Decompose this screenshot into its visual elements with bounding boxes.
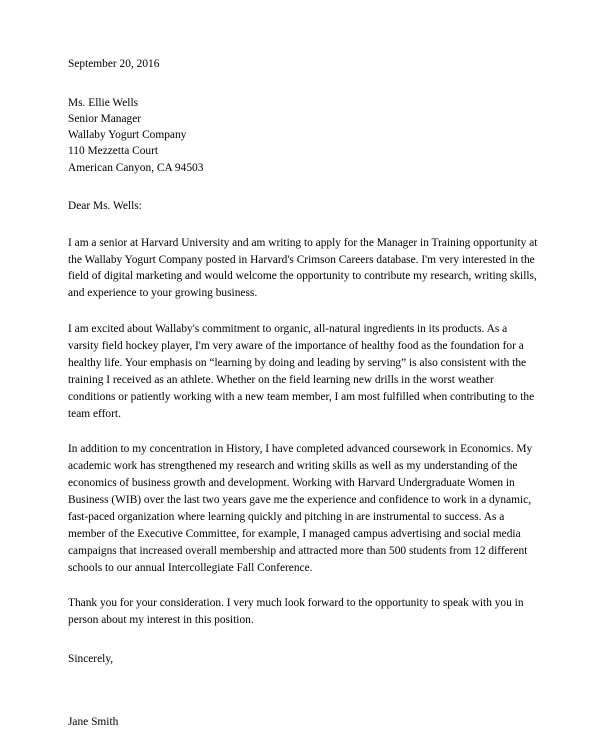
body-paragraph-1: I am a senior at Harvard University and am writing to apply for the Manager in Training opportunity at the Wallaby Yogurt Company posted in Harvard's Crimson Careers database. I'm very interested in the field of digital marketing and would welcome the opportunity to contribute my research, writing skills, and experience to your growing business. [68, 236, 538, 300]
salutation: Dear Ms. Wells: [68, 199, 142, 212]
recipient-address-block [68, 95, 538, 176]
closing: Sincerely, [68, 653, 114, 666]
recipient-title: Senior Manager [68, 113, 142, 126]
recipient-city-state-zip: American Canyon, CA 94503 [68, 161, 204, 174]
body-paragraph-2: I am excited about Wallaby's commitment to organic, all-natural ingredients in its products. As a varsity field hockey player, I'm very aware of the importance of healthy food as the foundation for a healthy life. Your emphasis on “learning by doing and leading by serving” is also consistent with the training I received as an athlete. Whether on the field learning new drills in the worst weather conditions or patiently working with a new team member, I am most fulfilled when contributing to the team effort. [68, 323, 535, 420]
letter-date: September 20, 2016 [68, 58, 160, 70]
body-paragraph-3: In addition to my concentration in History, I have completed advanced coursework in Economics. My academic work has strengthened my research and writing skills as well as my understanding of the economics of business growth and development. Working with Harvard Undergraduate Women in Business (WIB) over the last two years gave me the experience and confidence to work in a dynamic, fast-paced organization where learning quickly and pitching in are instrumental to success. As a member of the Executive Committee, for example, I managed campus advertising and social media campaigns that increased overall membership and attracted more than 500 students from 12 different schools to our annual Intercollegiate Fall Conference. [68, 443, 533, 574]
cover-letter [68, 56, 538, 731]
recipient-company: Wallaby Yogurt Company [68, 129, 187, 142]
signature-name: Jane Smith [68, 716, 119, 729]
body-paragraph-4: Thank you for your consideration. I very much look forward to the opportunity to speak with you in person about my interest in this position. [68, 597, 524, 627]
recipient-street: 110 Mezzetta Court [68, 145, 159, 158]
recipient-name: Ms. Ellie Wells [68, 96, 139, 109]
